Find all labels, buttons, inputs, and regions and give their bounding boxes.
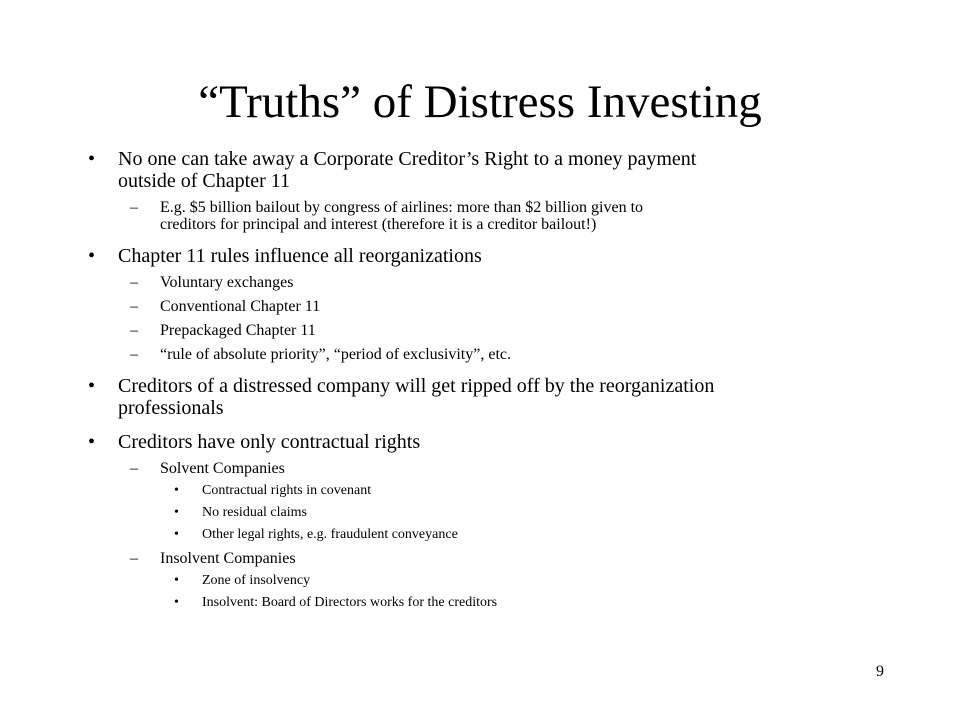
bullet-text-line: Creditors have only contractual rights — [118, 431, 421, 453]
dash-marker: – — [130, 346, 138, 363]
bullet-text-line: Chapter 11 rules influence all reorganizations — [118, 245, 482, 267]
bullet-text-line: Solvent Companies — [160, 460, 285, 477]
bullet-text-line: Insolvent: Board of Directors works for the creditors — [202, 595, 498, 610]
bullet-item-level-1 — [86, 375, 886, 419]
bullet-item-level-3 — [86, 595, 886, 611]
bullet-text-line: Contractual rights in covenant — [202, 483, 372, 498]
bullet-text-line: “rule of absolute priority”, “period of exclusivity”, etc. — [160, 346, 511, 363]
page-number: 9 — [876, 663, 884, 680]
dash-marker: – — [130, 460, 138, 477]
bullet-item-level-2 — [86, 322, 886, 339]
bullet-item-level-2 — [86, 460, 886, 477]
bullet-list — [86, 148, 886, 611]
bullet-item-level-3 — [86, 527, 886, 543]
bullet-item-level-2 — [86, 550, 886, 567]
bullet-item-level-2 — [86, 274, 886, 291]
bullet-marker: • — [88, 375, 96, 397]
bullet-text-line: Insolvent Companies — [160, 550, 296, 567]
bullet-item-level-2 — [86, 199, 886, 233]
bullet-item-level-1 — [86, 245, 886, 267]
bullet-item-level-1 — [86, 431, 886, 453]
bullet-text-line: professionals — [118, 397, 224, 419]
bullet-item-level-3 — [86, 573, 886, 589]
bullet-item-level-2 — [86, 298, 886, 315]
bullet-marker: • — [88, 245, 96, 267]
bullet-text-line: Conventional Chapter 11 — [160, 298, 321, 315]
dash-marker: – — [130, 199, 138, 216]
bullet-text-line: Creditors of a distressed company will get ripped off by the reorganization — [118, 375, 715, 397]
bullet-marker: • — [174, 505, 179, 520]
bullet-marker: • — [174, 527, 179, 542]
bullet-marker: • — [88, 148, 96, 170]
bullet-marker: • — [88, 431, 96, 453]
bullet-text-line: Other legal rights, e.g. fraudulent conveyance — [202, 527, 458, 542]
bullet-item-level-2 — [86, 346, 886, 363]
bullet-text-line: Prepackaged Chapter 11 — [160, 322, 316, 339]
dash-marker: – — [130, 322, 138, 339]
dash-marker: – — [130, 274, 138, 291]
slide-title: “Truths” of Distress Investing — [198, 76, 762, 128]
bullet-text-line: E.g. $5 billion bailout by congress of airlines: more than $2 billion given to — [160, 199, 644, 216]
bullet-marker: • — [174, 595, 179, 610]
bullet-text-line: No one can take away a Corporate Creditor’s Right to a money payment — [118, 148, 697, 170]
bullet-item-level-1 — [86, 148, 886, 192]
dash-marker: – — [130, 550, 138, 567]
dash-marker: – — [130, 298, 138, 315]
bullet-text-line: Voluntary exchanges — [160, 274, 294, 291]
bullet-item-level-3 — [86, 505, 886, 521]
bullet-text-line: No residual claims — [202, 505, 307, 520]
bullet-text-line: creditors for principal and interest (therefore it is a creditor bailout!) — [160, 216, 597, 233]
bullet-text-line: outside of Chapter 11 — [118, 170, 291, 192]
bullet-item-level-3 — [86, 483, 886, 499]
bullet-text-line: Zone of insolvency — [202, 573, 311, 588]
bullet-marker: • — [174, 573, 179, 588]
bullet-marker: • — [174, 483, 179, 498]
